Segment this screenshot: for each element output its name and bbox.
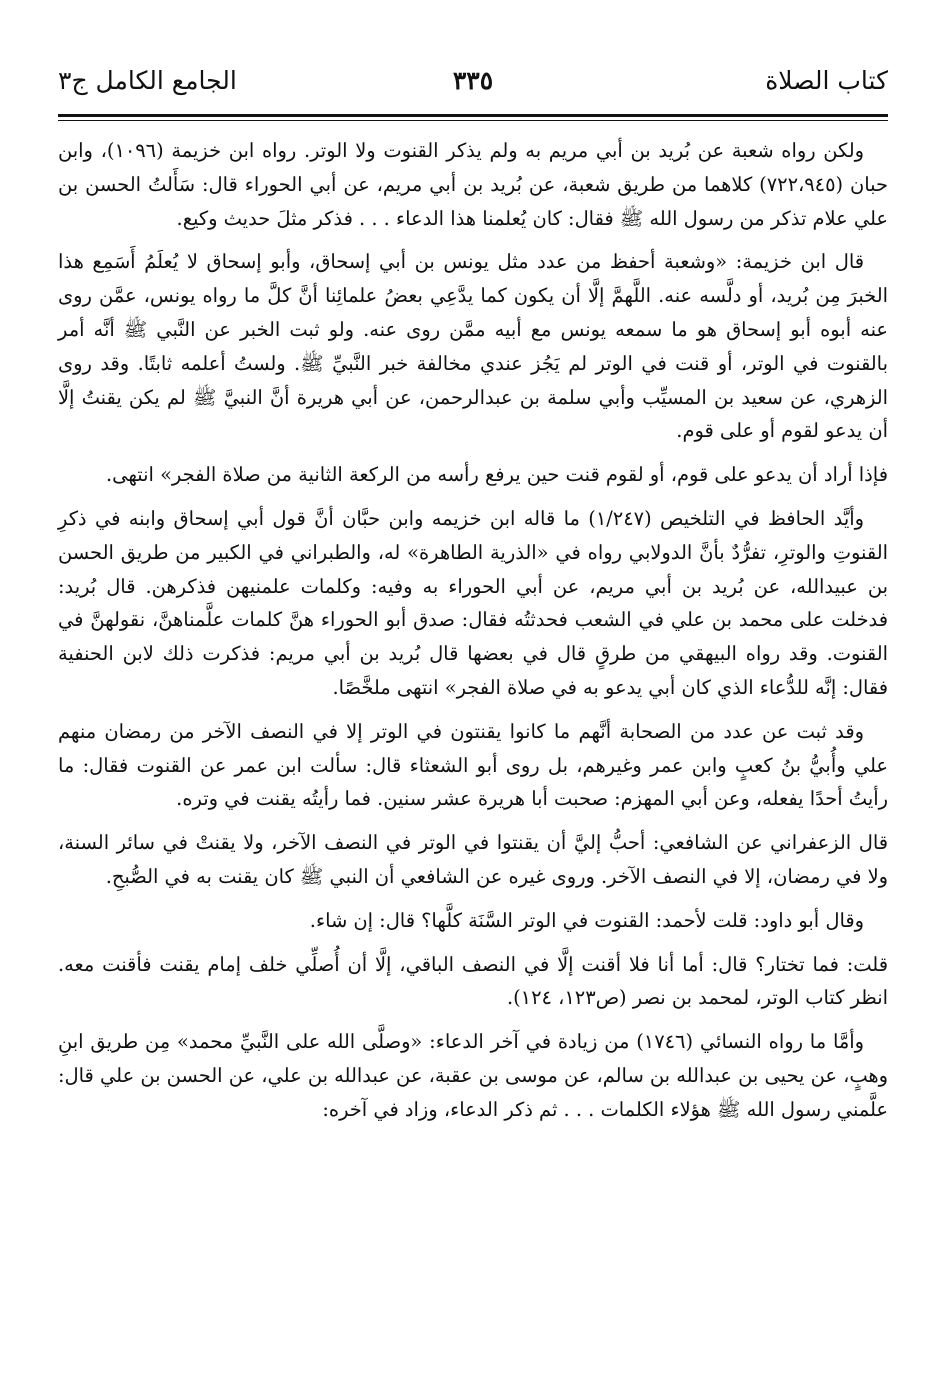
running-header [58, 62, 888, 108]
header-rule-thin [58, 120, 888, 121]
header-rule-thick [58, 114, 888, 117]
paragraph: قال الزعفراني عن الشافعي: أحبُّ إليَّ أن يقنتوا في الوتر في النصف الآخر، ولا يقنتْ في سائر السنة، ولا في رمضان، إلا في النصف الآخر. وروى غيره عن الشافعي أن النبي ﷺ كان يقنت به في الصُّبحِ. [58, 831, 888, 888]
book-title: الجامع الكامل ج٣ [58, 66, 237, 95]
paragraph: ولكن رواه شعبة عن بُريد بن أبي مريم به ولم يذكر القنوت ولا الوتر. رواه ابن خزيمة (١٠٩٦)، وابن حبان (٧٢٢،٩٤٥) كلاهما من طريق شعبة، عن بُريد بن أبي مريم، عن أبي الحوراء قال: سَأَلتُ الحسن بن علي علام تذكر من رسول الله ﷺ فقال: كان يُعلمنا هذا الدعاء . . . فذكر مثلَ حديث وكيع. [58, 139, 888, 230]
paragraph: وأمَّا ما رواه النسائي (١٧٤٦) من زيادة في آخر الدعاء: «وصلَّى الله على النَّبيِّ محمد» مِن طريق ابنِ وهبٍ، عن يحيى بن عبدالله بن سالم، عن موسى بن عقبة، عن عبدالله بن علي، عن الحسن بن علي قال: علَّمني رسول الله ﷺ هؤلاء الكلمات . . . ثم ذكر الدعاء، وزاد في آخره: [58, 1030, 888, 1121]
paragraph: وقال أبو داود: قلت لأحمد: القنوت في الوتر السَّنَة كلَّها؟ قال: إن شاء. [309, 908, 864, 932]
paragraph: قلت: فما تختار؟ قال: أما أنا فلا أقنت إلَّا في النصف الباقي، إلَّا أن أُصلِّي خلف إمام يقنت فأقنت معه. انظر كتاب الوتر، لمحمد بن نصر (ص١٢٣، ١٢٤). [58, 952, 888, 1010]
page-number: ٣٣٥ [452, 66, 494, 95]
page-body [58, 134, 888, 1127]
paragraph: قال ابن خزيمة: «وشعبة أحفظ من عدد مثل يونس بن أبي إسحاق، وأبو إسحاق لا يُعلَمُ أَسَمِع هذا الخبرَ مِن بُريد، أو دلَّسه عنه. اللَّهمَّ إلَّا أن يكون كما يدَّعِي بعضُ علمائِنا أنَّ كلَّ ما رواه يونس، عمَّن روى عنه أبوه أبو إسحاق هو ما سمعه يونس مع أبيه ممَّن روى عنه. ولو ثبت الخبر عن النَّبي ﷺ أنَّه أمر بالقنوت في الوتر، أو قنت في الوتر لم يَجُز عندي مخالفة خبر النَّبيِّ ﷺ. ولستُ أعلمه ثابتًا. وقد روى الزهري، عن سعيد بن المسيِّب وأبي سلمة بن عبدالرحمن، عن أبي هريرة أنَّ النبيَّ ﷺ لم يكن يقنتُ إلَّا أن يدعو لقوم أو على قوم. [58, 250, 888, 443]
paragraph: وأيَّد الحافظ في التلخيص (١/٢٤٧) ما قاله ابن خزيمه وابن حبَّان أنَّ قول أبي إسحاق وابنه في ذكرِ القنوتِ والوترِ، تفرُّدٌ بأنَّ الدولابي رواه في «الذرية الطاهرة» له، والطبراني في الكبير من طريق الحسن بن عبيدالله، عن بُريد بن أبي مريم، عن أبي الحوراء به وفيه: وكلمات علمنيهن فذكرهن. قال بُريد: فدخلت على محمد بن علي في الشعب فحدثتُه فقال: صدق أبو الحوراء هنَّ كلمات علَّمناهنَّ، نقولهنَّ في القنوت. وقد رواه البيهقي من طرقٍ قال في بعضها قال بُريد بن أبي مريم: فذكرت ذلك لابن الحنفية فقال: إنَّه للدُّعاء الذي كان أبي يدعو به في صلاة الفجر» انتهى ملخَّصًا. [58, 506, 888, 699]
paragraph: وقد ثبت عن عدد من الصحابة أنَّهم ما كانوا يقنتون في الوتر إلا في النصف الآخر من رمضان منهم علي وأُبيُّ بنُ كعبٍ وابن عمر وغيرهم، بل روى أبو الشعثاء قال: سألت ابن عمر عن القنوت فقال: ما رأيتُ أحدًا يفعله، وعن أبي المهزم: صحبت أبا هريرة عشر سنين. فما رأيتُه يقنت في وتره. [58, 719, 888, 811]
paragraph: فإذا أراد أن يدعو على قوم، أو لقوم قنت حين يرفع رأسه من الركعة الثانية من صلاة الفجر» انتهى. [106, 463, 888, 487]
chapter-title: كتاب الصلاة [765, 66, 888, 95]
